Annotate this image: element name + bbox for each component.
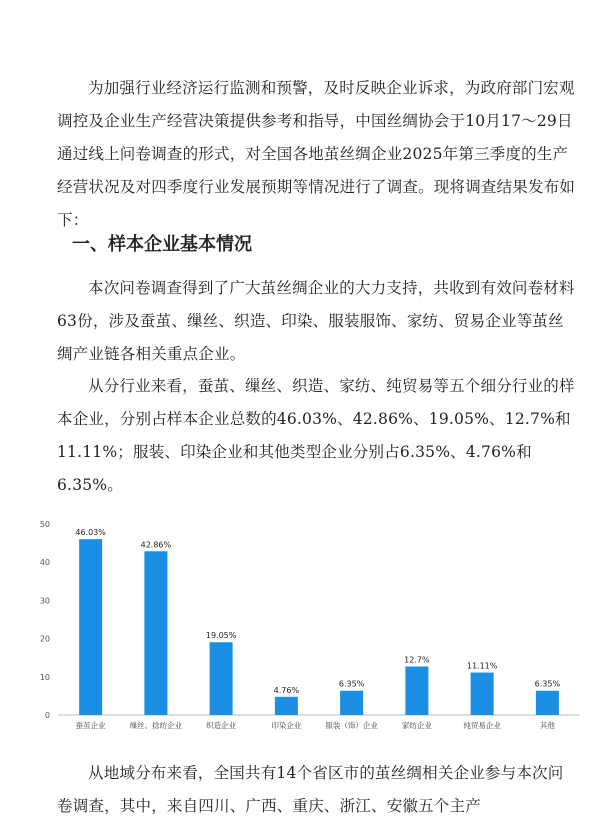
bars-group (75, 528, 560, 730)
y-tick-label: 0 (44, 711, 50, 720)
bar-value-label: 12.7% (404, 655, 430, 665)
intro-paragraph: 为加强行业经济运行监测和预警，及时反映企业诉求，为政府部门宏观调控及企业生产经营决策提供参考和指导，中国丝绸协会于10月17～29日通过线上问卷调查的形式，对全国各地茧丝绸企业2025年第三季度的生产经营状况及对四季度行业发展预期等情况进行了调查。现将调查结果发布如下： (57, 79, 576, 229)
bar-value-label: 6.35% (534, 679, 561, 689)
y-axis (40, 520, 50, 720)
bar-value-label: 4.76% (273, 685, 300, 695)
y-tick-label: 20 (39, 634, 50, 644)
x-category-label: 印染企业 (271, 721, 302, 730)
x-category-label: 服装（饰）企业 (325, 721, 378, 730)
bar (471, 673, 494, 715)
bar (79, 539, 102, 715)
y-tick-label: 10 (39, 672, 50, 682)
x-category-label: 纯贸易企业 (463, 721, 501, 730)
bar-value-label: 6.35% (338, 679, 365, 689)
section-heading: 一、样本企业基本情况 (72, 234, 252, 255)
bar (405, 666, 428, 715)
y-tick-label: 40 (39, 558, 50, 568)
region-paragraph: 从地域分布来看，全国共有14个省区市的茧丝绸相关企业参与本次问卷调查，其中，来自四川、广西、重庆、浙江、安徽五个主产 (57, 764, 564, 815)
x-category-label: 其他 (539, 721, 555, 730)
bar-value-label: 19.05% (205, 631, 237, 641)
x-category-label: 缫丝、捻纺企业 (129, 721, 183, 730)
industry-share-paragraph: 从分行业来看，蚕茧、缫丝、织造、家纺、纯贸易等五个细分行业的样本企业，分别占样本企业总数的46.03%、42.86%、19.05%、12.7%和11.11%；服装、印染企业和其他类型企业分别占6.35%、4.76%和6.35%。 (57, 377, 575, 494)
bar-value-label: 11.11% (466, 661, 498, 671)
sample-paragraph: 本次问卷调查得到了广大茧丝绸企业的大力支持，共收到有效问卷材料63份，涉及蚕茧、缫丝、织造、印染、服装服饰、家纺、贸易企业等茧丝绸产业链各相关重点企业。 (57, 279, 575, 363)
bar (210, 642, 233, 715)
y-tick-label: 50 (39, 520, 50, 529)
x-category-label: 家纺企业 (401, 721, 432, 730)
x-category-label: 蚕茧企业 (75, 721, 106, 730)
y-tick-label: 30 (39, 596, 50, 606)
bar-value-label: 42.86% (140, 540, 172, 550)
bar (536, 691, 559, 715)
bar (275, 697, 298, 715)
bar-value-label: 46.03% (75, 528, 106, 538)
bar (340, 691, 363, 715)
x-category-label: 织造企业 (206, 721, 237, 730)
bar (144, 551, 167, 715)
industry-share-bar-chart (30, 510, 590, 738)
